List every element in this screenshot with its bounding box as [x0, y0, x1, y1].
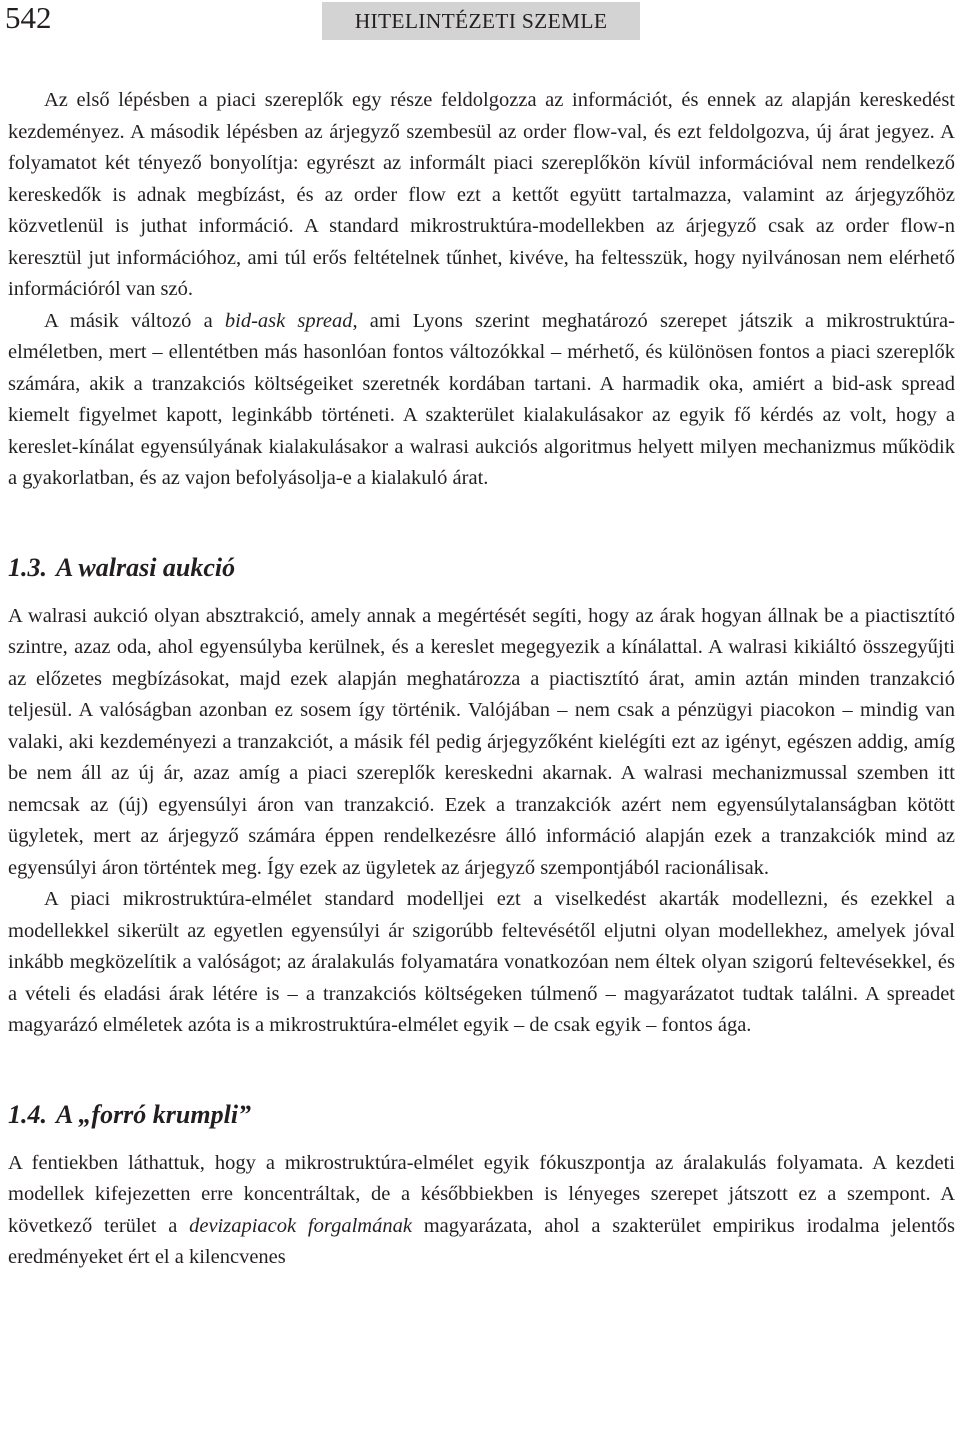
paragraph-bid-ask-spread	[8, 306, 955, 495]
section-number: 1.4.	[8, 1099, 47, 1129]
section-heading-walrasi	[8, 552, 955, 584]
paragraph-order-flow: Az első lépésben a piaci szereplők egy része feldolgozza az információt, és ennek az alapján kereskedést kezdeményez. A második lépésben az árjegyző szembesül az order flow-val, és ezt feldolgozva, új árat jegyez. A folyamatot két tényező bonyolítja: egyrészt az informált piaci szereplőkön kívül információval nem rendelkező kereskedők is adnak megbízást, és az order flow ezt a kettőt együtt tartalmazza, valamint az árjegyzőhöz közvetlenül is juthat információ. A standard mikrostruktúra-modellekben az árjegyző csak az order flow-n keresztül jut információhoz, ami túl erős feltételnek tűnhet, kivéve, ha feltesszük, hogy nyilvánosan nem elérhető információról van szó.	[8, 89, 955, 300]
paragraph-text: , ami Lyons szerint meghatározó szerepet játszik a mikrostruktúra-elméletben, mert – ellentétben más hasonlóan fontos változókkal – mérhető, és különösen fontos a piaci szereplők számára, akik a tranzakciós költségeiket szeretnék kordában tartani. A harmadik oka, amiért a bid-ask spread kiemelt figyelmet kapott, leginkább történeti. A szakterület kialakulásakor az egyik fő kérdés az volt, hogy a kereslet-kínálat egyensúlyának kialakulásakor a walrasi aukciós algoritmus helyett milyen mechanizmus működik a gyakorlatban, és az vajon befolyásolja-e a kialakuló árat.	[8, 309, 955, 489]
emphasis-term: bid-ask spread	[224, 309, 353, 332]
journal-header-band	[322, 2, 640, 40]
paragraph-mikrostruktura-modellek: A piaci mikrostruktúra-elmélet standard modelljei ezt a viselkedést akarták modellezni, és ezekkel a modellekkel sikerült az egyetlen egyensúlyi ár szigorúbb feltevésétől eljutni olyan modellekhez, amelyek jóval inkább megközelítik a valóságot; az áralakulás folyamatára vonatkozóan nem éltek olyan szigorú feltevésekkel, és a vételi és eladási árak létére is – a tranzakciós költségeken túlmenő – magyarázatot tudtak találni. A spreadet magyarázó elméletek azóta is a mikrostruktúra-elmélet egyik – de csak egyik – fontos ága.	[8, 888, 955, 1036]
paragraph-text: magyarázata, ahol a szakterület empirikus irodalma jelentős eredményeket ért el a kilencvenes	[8, 1214, 956, 1268]
section-title: A „forró krumpli”	[56, 1099, 252, 1129]
paragraph-walrasi-aukcio: A walrasi aukció olyan absztrakció, amely annak a megértését segíti, hogy az árak hogyan állnak be a piactisztító szintre, azaz oda, ahol egyensúlyba kerülnek, és a kereslet megegyezik a kínálattal. A walrasi kikiáltó összegyűjti az előzetes megbízásokat, majd ezek alapján meghatározza a piactisztító árat, amin aztán minden tranzakció teljesül. A valóságban azonban ez sosem így történik. Valójában – nem csak a pénzügyi piacokon – mindig van valaki, aki kezdeményezi a tranzakciót, a másik fél pedig árjegyzőként kielégíti ezt az igényt, egészen addig, amíg be nem áll az új ár, azaz amíg a piaci szereplők kereskedni akarnak. A walrasi mechanizmussal szemben itt nemcsak az (új) egyensúlyi áron van tranzakció. Ezek a tranzakciók azért nem egyensúlytalanságban kötött ügyletek, mert az árjegyző számára éppen rendelkezésre álló információ alapján ezek a tranzakciók mind az egyensúlyi áron történtek meg. Így ezek az ügyletek az árjegyző szempontjából racionálisak.	[8, 604, 955, 879]
journal-title: HITELINTÉZETI SZEMLE	[354, 8, 608, 33]
paragraph-devizapiac	[8, 1148, 955, 1274]
paragraph-text: A fentiekben láthattuk, hogy a mikrostruktúra-elmélet egyik fókuszpontja az áralakulás folyamata. A kezdeti modellek kifejezetten erre koncentráltak, de a későbbiekben is lényeges szerepet játszott ez a szempont. A következő terület a	[8, 1151, 955, 1237]
emphasis-term: devizapiacok forgalmának	[189, 1214, 412, 1237]
section-title: A walrasi aukció	[56, 552, 236, 582]
page-number: 542	[5, 0, 52, 35]
article-body	[8, 85, 955, 1274]
paragraph-text: A másik változó a	[44, 309, 225, 332]
section-number: 1.3.	[8, 552, 47, 582]
section-heading-forro-krumpli	[8, 1099, 955, 1131]
